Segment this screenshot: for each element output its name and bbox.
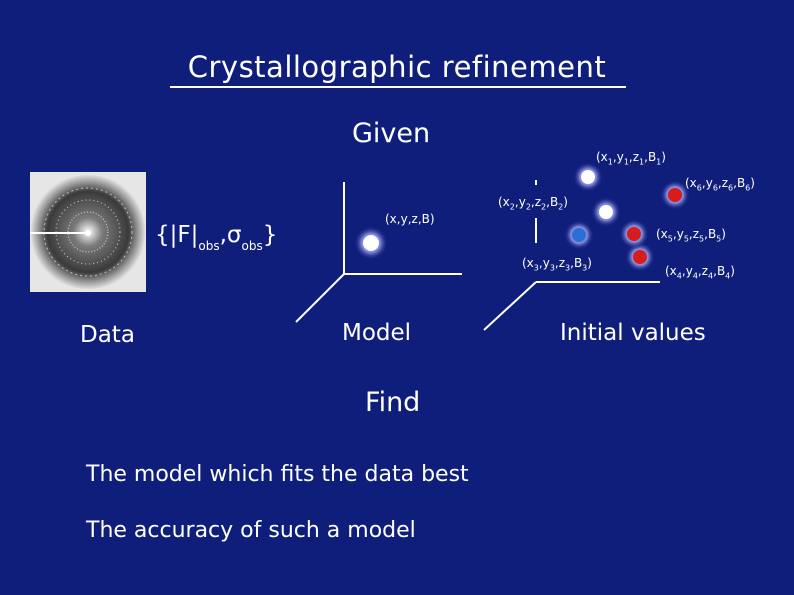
atom-5-label: $(x_5,y_5,z_5,B_5)$	[656, 227, 726, 244]
find-item: The model which fits the data best	[86, 462, 469, 487]
formula-open: {|F|	[155, 222, 199, 248]
formula-sub-sigma: obs	[241, 239, 263, 253]
formula-close: }	[262, 222, 278, 248]
find-item: The accuracy of such a model	[86, 518, 416, 543]
formula-sub-f: obs	[198, 239, 220, 253]
formula-sigma: ,σ	[219, 222, 242, 248]
model-atom-label: (x,y,z,B)	[385, 212, 435, 226]
atom-2-label: $(x_2,y_2,z_2,B_2)$	[498, 195, 568, 212]
atom-5	[619, 219, 649, 249]
atom-6-label: $(x_6,y_6,z_6,B_6)$	[685, 176, 755, 193]
observed-data-formula	[155, 222, 278, 253]
given-heading: Given	[352, 118, 431, 149]
model-label: Model	[342, 320, 412, 346]
atom-1	[573, 162, 603, 192]
atom-3-label: $(x_3,y_3,z_3,B_3)$	[522, 256, 592, 273]
model-atom	[354, 226, 388, 260]
slide-title: Crystallographic refinement	[187, 50, 607, 84]
initial-values-label: Initial values	[560, 320, 706, 346]
find-heading: Find	[365, 387, 421, 418]
atom-1-label: $(x_1,y_1,z_1,B_1)$	[596, 150, 666, 167]
atom-3	[564, 220, 594, 250]
diffraction-image	[30, 172, 146, 292]
data-label: Data	[80, 322, 135, 348]
atom-2	[591, 197, 621, 227]
atom-4-label: $(x_4,y_4,z_4,B_4)$	[665, 264, 735, 281]
